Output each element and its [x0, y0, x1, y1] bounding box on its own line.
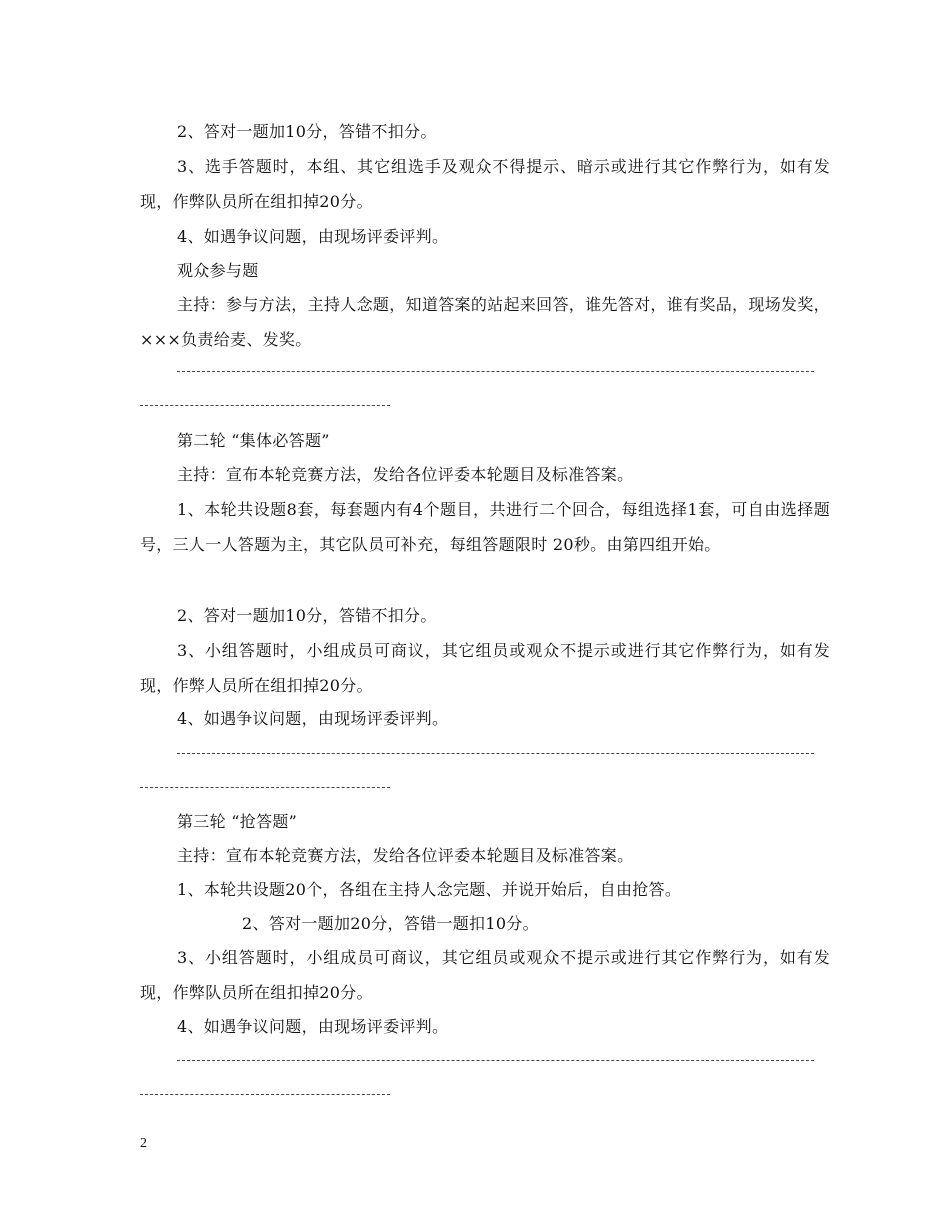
round-3-rule-2-paragraph: 2、答对一题加20分，答错一题扣10分。 — [242, 914, 539, 933]
dashed-divider — [177, 1060, 814, 1061]
rule-2-paragraph: 2、答对一题加10分，答错不扣分。 — [177, 122, 437, 141]
rule-4-paragraph: 4、如遇争议问题，由现场评委评判。 — [177, 227, 449, 246]
dashed-divider — [177, 753, 814, 754]
page-number: 2 — [140, 1136, 147, 1151]
audience-section-title: 观众参与题 — [177, 261, 259, 280]
round-2-title: 第二轮 “集体必答题” — [177, 431, 330, 450]
round-3-host-paragraph: 主持：宣布本轮竞赛方法，发给各位评委本轮题目及标准答案。 — [177, 846, 634, 865]
dashed-divider — [177, 371, 814, 372]
dashed-divider — [140, 1094, 390, 1095]
round-2-rule-3-paragraph: 3、小组答题时，小组成员可商议，其它组员或观众不提示或进行其它作弊行为，如有发现，作弊人员所在组扣掉20分。 — [140, 641, 830, 695]
round-2-host-paragraph: 主持：宣布本轮竞赛方法，发给各位评委本轮题目及标准答案。 — [177, 465, 634, 484]
round-2-rule-2-paragraph: 2、答对一题加10分，答错不扣分。 — [177, 606, 437, 625]
dashed-divider — [140, 405, 390, 406]
round-3-rule-3-paragraph: 3、小组答题时，小组成员可商议，其它组员或观众不提示或进行其它作弊行为，如有发现，作弊队员所在组扣掉20分。 — [140, 948, 830, 1002]
dashed-divider — [140, 787, 390, 788]
rule-3-paragraph: 3、选手答题时，本组、其它组选手及观众不得提示、暗示或进行其它作弊行为，如有发现，作弊队员所在组扣掉20分。 — [140, 157, 830, 211]
round-3-title: 第三轮 “抢答题” — [177, 812, 298, 831]
round-3-rule-1-paragraph: 1、本轮共设题20个，各组在主持人念完题、并说开始后，自由抢答。 — [177, 880, 682, 899]
audience-host-paragraph: 主持：参与方法，主持人念题，知道答案的站起来回答，谁先答对，谁有奖品，现场发奖，×××负责给麦、发奖。 — [140, 295, 830, 349]
round-3-rule-4-paragraph: 4、如遇争议问题，由现场评委评判。 — [177, 1017, 449, 1036]
round-2-rule-4-paragraph: 4、如遇争议问题，由现场评委评判。 — [177, 709, 449, 728]
round-2-rule-1-paragraph: 1、本轮共设题8套，每套题内有4个题目，共进行二个回合，每组选择1套，可自由选择题号，三人一人答题为主，其它队员可补充，每组答题限时 20秒。由第四组开始。 — [140, 500, 830, 554]
